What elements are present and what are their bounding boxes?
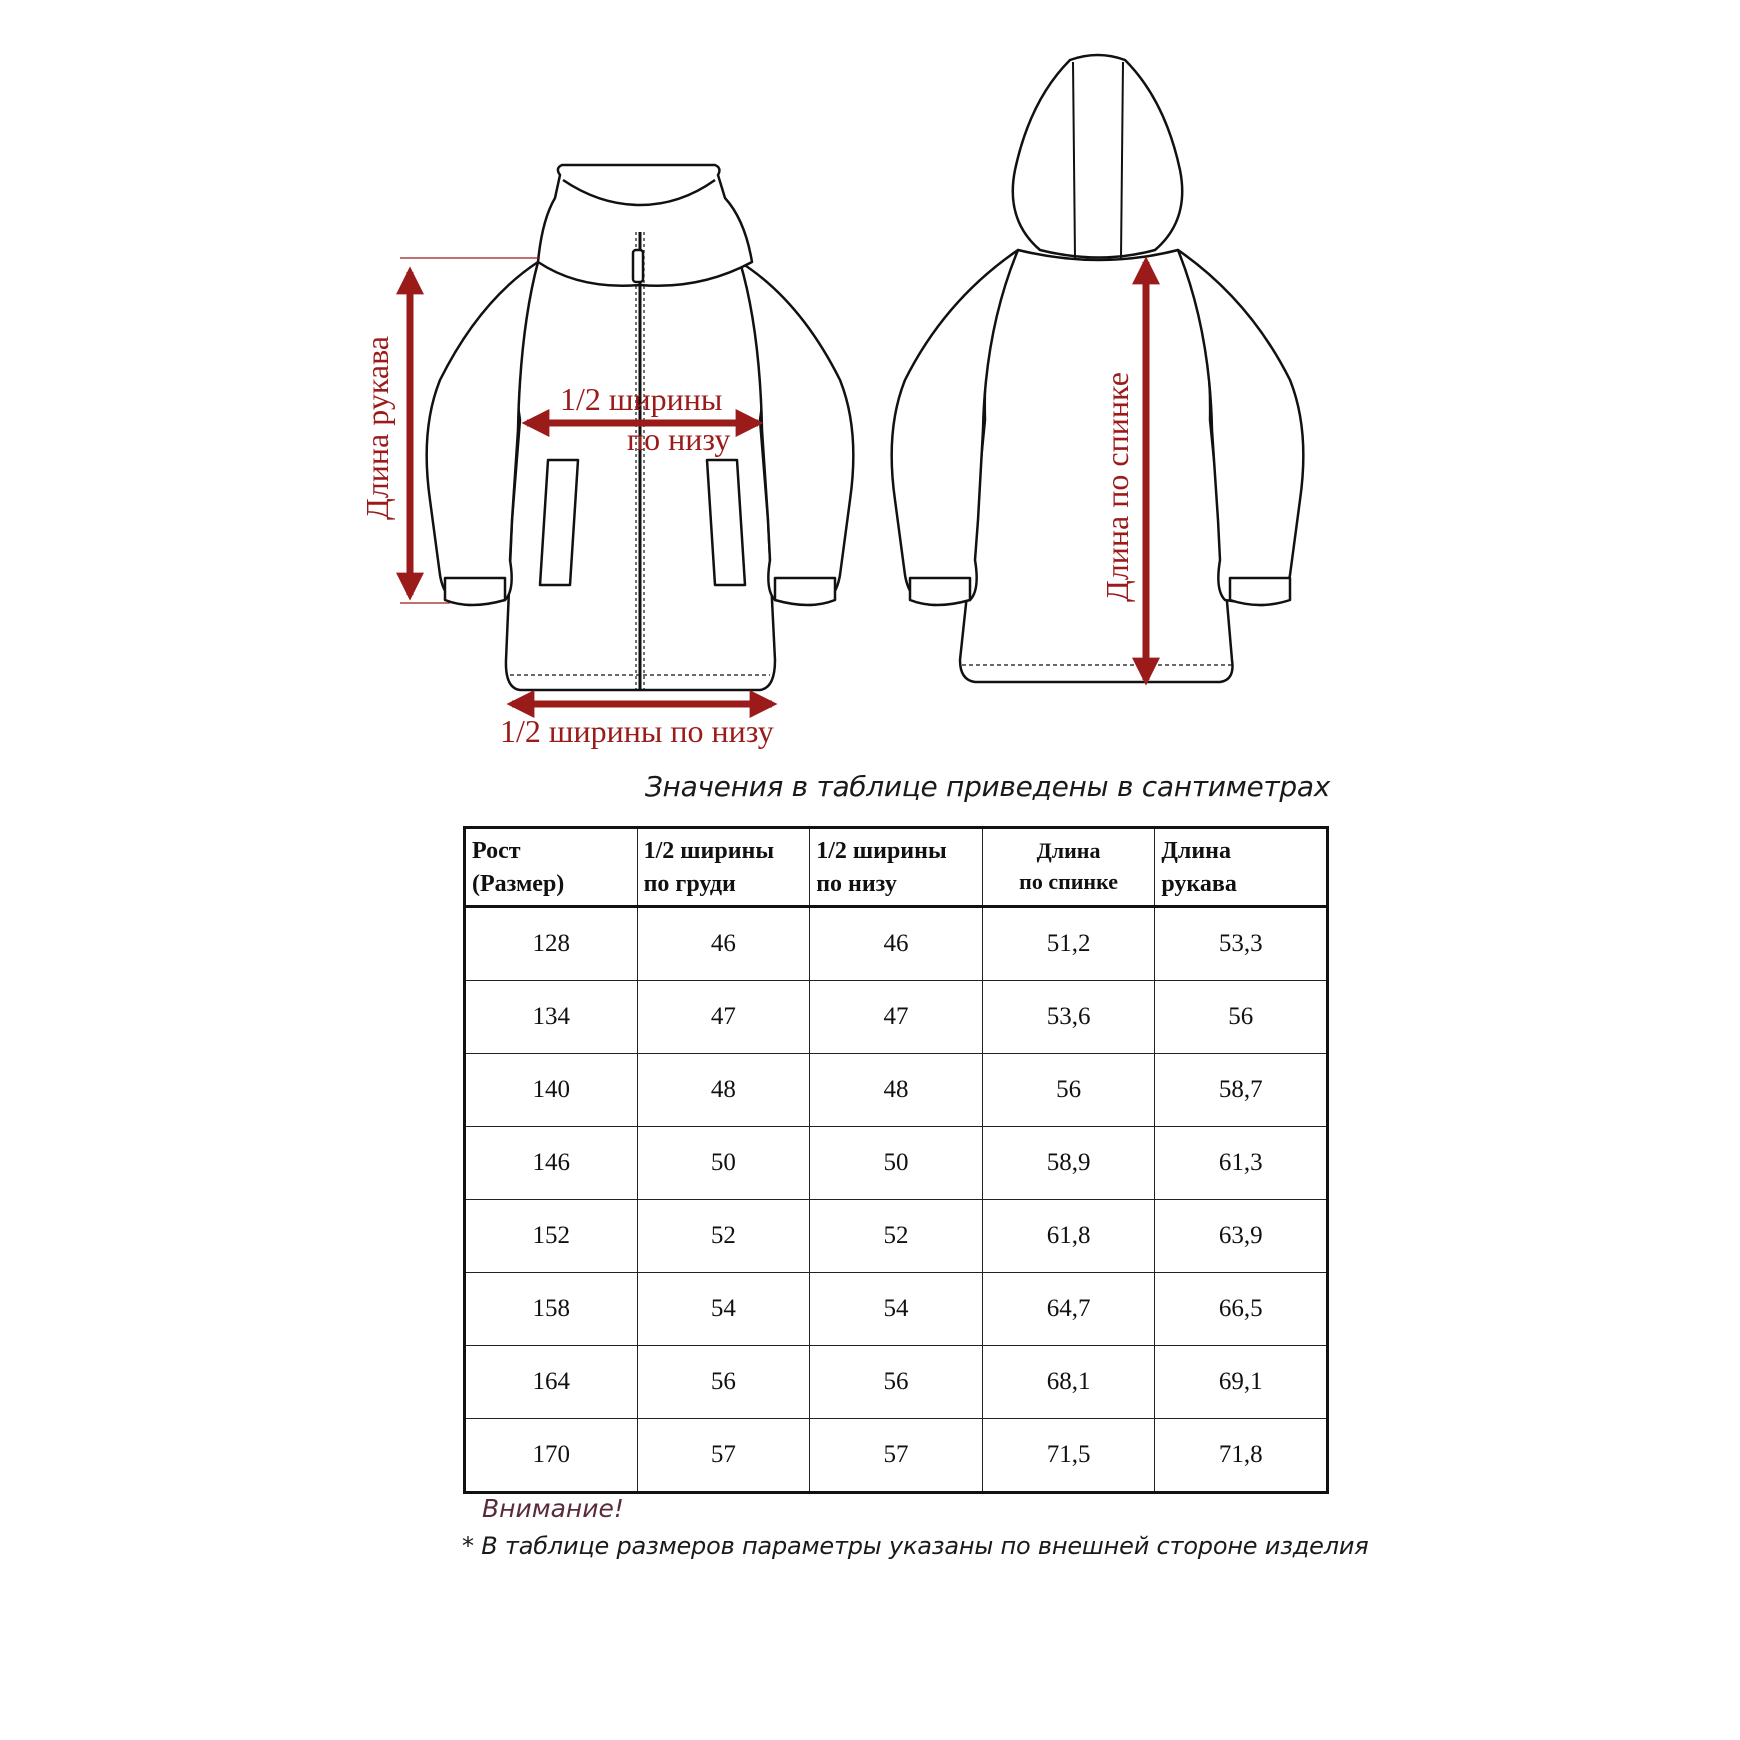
table-row [465, 1346, 1328, 1419]
cell: 47 [810, 981, 983, 1054]
half-chest-label-line2: по низу [627, 421, 731, 457]
cell: 61,3 [1155, 1127, 1328, 1200]
cell: 61,8 [982, 1200, 1155, 1273]
table-row [465, 1273, 1328, 1346]
header-height: Рост (Размер) [465, 828, 638, 907]
cell: 56 [810, 1346, 983, 1419]
header-half-bottom: 1/2 ширины по низу [810, 828, 983, 907]
cell: 47 [637, 981, 810, 1054]
cell: 158 [465, 1273, 638, 1346]
cell: 164 [465, 1346, 638, 1419]
cell: 56 [982, 1054, 1155, 1127]
table-row [465, 907, 1328, 981]
table-row [465, 1127, 1328, 1200]
cell: 53,3 [1155, 907, 1328, 981]
cell: 46 [810, 907, 983, 981]
cell: 52 [810, 1200, 983, 1273]
sleeve-length-label: Длина рукава [359, 336, 395, 520]
cell: 48 [637, 1054, 810, 1127]
table-header-row [465, 828, 1328, 907]
cell: 50 [637, 1127, 810, 1200]
cell: 128 [465, 907, 638, 981]
cell: 46 [637, 907, 810, 981]
cell: 140 [465, 1054, 638, 1127]
header-back-length: Длина по спинке [982, 828, 1155, 907]
cell: 58,7 [1155, 1054, 1328, 1127]
cell: 66,5 [1155, 1273, 1328, 1346]
cell: 51,2 [982, 907, 1155, 981]
cell: 63,9 [1155, 1200, 1328, 1273]
cell: 54 [637, 1273, 810, 1346]
cell: 71,5 [982, 1419, 1155, 1493]
back-length-label: Длина по спинке [1099, 372, 1135, 602]
jacket-diagram [0, 0, 1740, 780]
cell: 69,1 [1155, 1346, 1328, 1419]
cell: 68,1 [982, 1346, 1155, 1419]
cell: 152 [465, 1200, 638, 1273]
cell: 71,8 [1155, 1419, 1328, 1493]
table-row [465, 981, 1328, 1054]
header-half-chest: 1/2 ширины по груди [637, 828, 810, 907]
half-bottom-label: 1/2 ширины по низу [500, 713, 774, 749]
cell: 146 [465, 1127, 638, 1200]
cell: 48 [810, 1054, 983, 1127]
cell: 54 [810, 1273, 983, 1346]
cell: 170 [465, 1419, 638, 1493]
units-note: Значения в таблице приведены в сантиметрах [644, 770, 1330, 803]
cell: 58,9 [982, 1127, 1155, 1200]
cell: 56 [1155, 981, 1328, 1054]
size-table [463, 826, 1329, 1494]
cell: 57 [810, 1419, 983, 1493]
cell: 52 [637, 1200, 810, 1273]
back-jacket-drawing [892, 55, 1304, 682]
cell: 53,6 [982, 981, 1155, 1054]
table-row [465, 1054, 1328, 1127]
table-row [465, 1419, 1328, 1493]
cell: 56 [637, 1346, 810, 1419]
half-chest-label-line1: 1/2 ширины [560, 381, 723, 417]
cell: 64,7 [982, 1273, 1155, 1346]
cell: 134 [465, 981, 638, 1054]
warning-text: * В таблице размеров параметры указаны по внешней стороне изделия [462, 1532, 1369, 1560]
cell: 57 [637, 1419, 810, 1493]
warning-title: Внимание! [482, 1494, 624, 1523]
cell: 50 [810, 1127, 983, 1200]
header-sleeve-length: Длина рукава [1155, 828, 1328, 907]
table-row [465, 1200, 1328, 1273]
